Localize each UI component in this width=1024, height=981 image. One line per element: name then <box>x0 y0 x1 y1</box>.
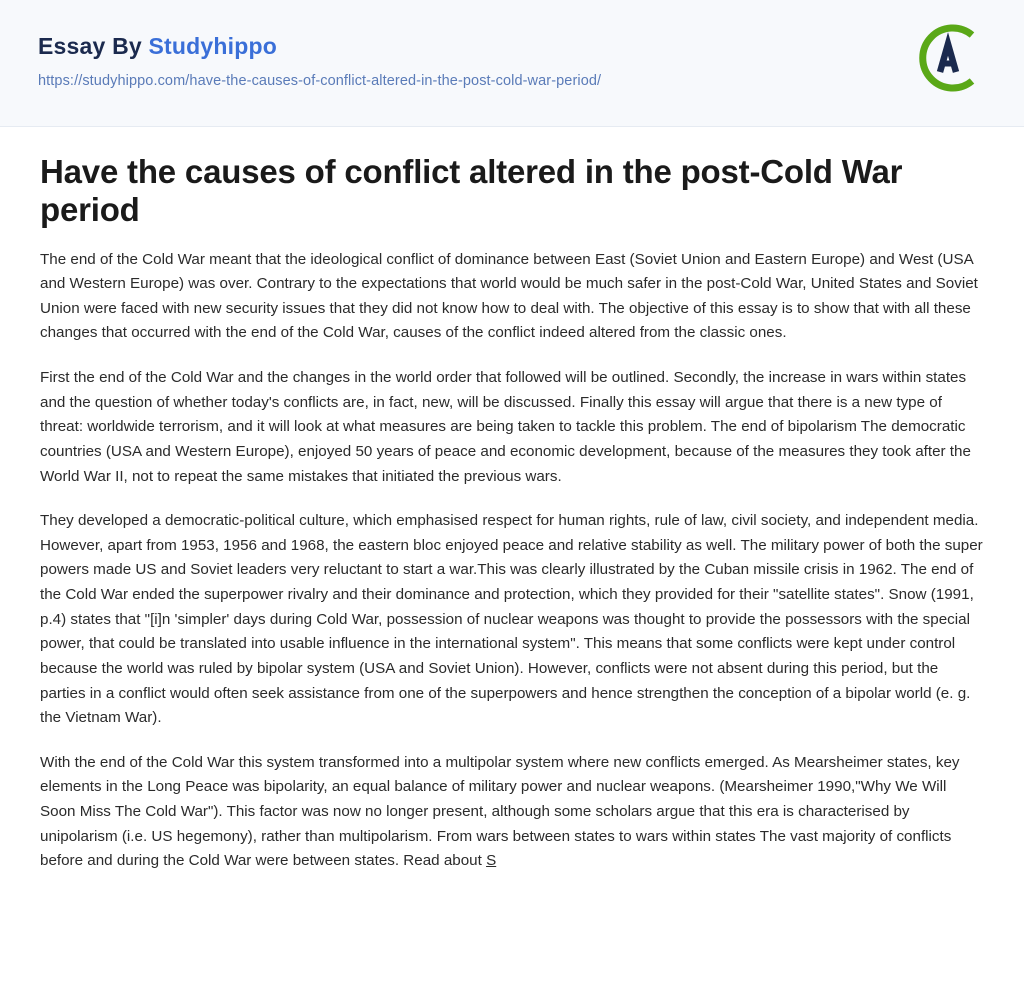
paragraph: They developed a democratic-political culture, which emphasised respect for human rights, rule of law, civil society, and independent media. However, apart from 1953, 1956 and 1968, the eastern bloc enjoyed peace and relative stability as well. The military power of both the super powers made US and Soviet leaders very reluctant to start a war.This was clearly illustrated by the Cuban missile crisis in 1962. The end of the Cold War ended the superpower rivalry and their dominance and protection, which they provided for their "satellite states". Snow (1991, p.4) states that "[i]n 'simpler' days during Cold War, possession of nuclear weapons was thought to provide the possessors with the special power, that could be translated into usable influence in the international system". This means that some conflicts were kept under control because the world was ruled by bipolar system (USA and Soviet Union). However, conflicts were not absent during this period, but the parties in a conflict would often seek assistance from one of the superpowers and hence strengthen the conception of a bipolar world (e. g. the Vietnam War). <box>40 512 983 727</box>
brand-accent-text: Studyhippo <box>148 33 277 59</box>
paragraph: The end of the Cold War meant that the ideological conflict of dominance between East (Soviet Union and Eastern Europe) and West (USA and Western Europe) was over. Contrary to the expectations that world would be much safer in the post-Cold War, United States and Soviet Union were faced with new security issues that they did not know how to deal with. The objective of this essay is to show that with all these changes that occurred with the end of the Cold War, causes of the conflict indeed altered from the classic ones. <box>40 250 978 342</box>
source-url[interactable]: https://studyhippo.com/have-the-causes-of-conflict-altered-in-the-post-cold-war-period/ <box>38 73 602 90</box>
site-header <box>0 0 1024 127</box>
read-about-link[interactable]: S <box>486 852 497 870</box>
letter-a-circle-logo-icon <box>908 18 988 98</box>
paragraph-final <box>40 751 984 874</box>
site-brand <box>38 34 986 59</box>
paragraph-final-text: With the end of the Cold War this system transformed into a multipolar system where new conflicts emerged. As Mearsheimer states, key elements in the Long Peace was bipolarity, an equal balance of military power and nuclear weapons. (Mearsheimer 1990,"Why We Will Soon Miss The Cold War"). This factor was now no longer present, although some scholars argue that this era is characterised by unipolarism (i.e. US hegemony), rather than multipolarism. From wars between states to wars within states The vast majority of conflicts before and during the Cold War were between states. Read about <box>40 753 960 870</box>
paragraph: First the end of the Cold War and the changes in the world order that followed will be outlined. Secondly, the increase in wars within states and the question of whether today's conflicts are, in fact, new, will be discussed. Finally this essay will argue that there is a new type of threat: worldwide terrorism, and it will look at what measures are being taken to tackle this problem. The end of bipolarism The democratic countries (USA and Western Europe), enjoyed 50 years of peace and economic development, because of the measures they took after the World War II, not to repeat the same mistakes that initiated the previous wars. <box>40 369 971 485</box>
page-title: Have the causes of conflict altered in the post-Cold War period <box>40 153 903 229</box>
brand-primary-text: Essay By <box>38 33 149 59</box>
article-body <box>0 127 1024 874</box>
